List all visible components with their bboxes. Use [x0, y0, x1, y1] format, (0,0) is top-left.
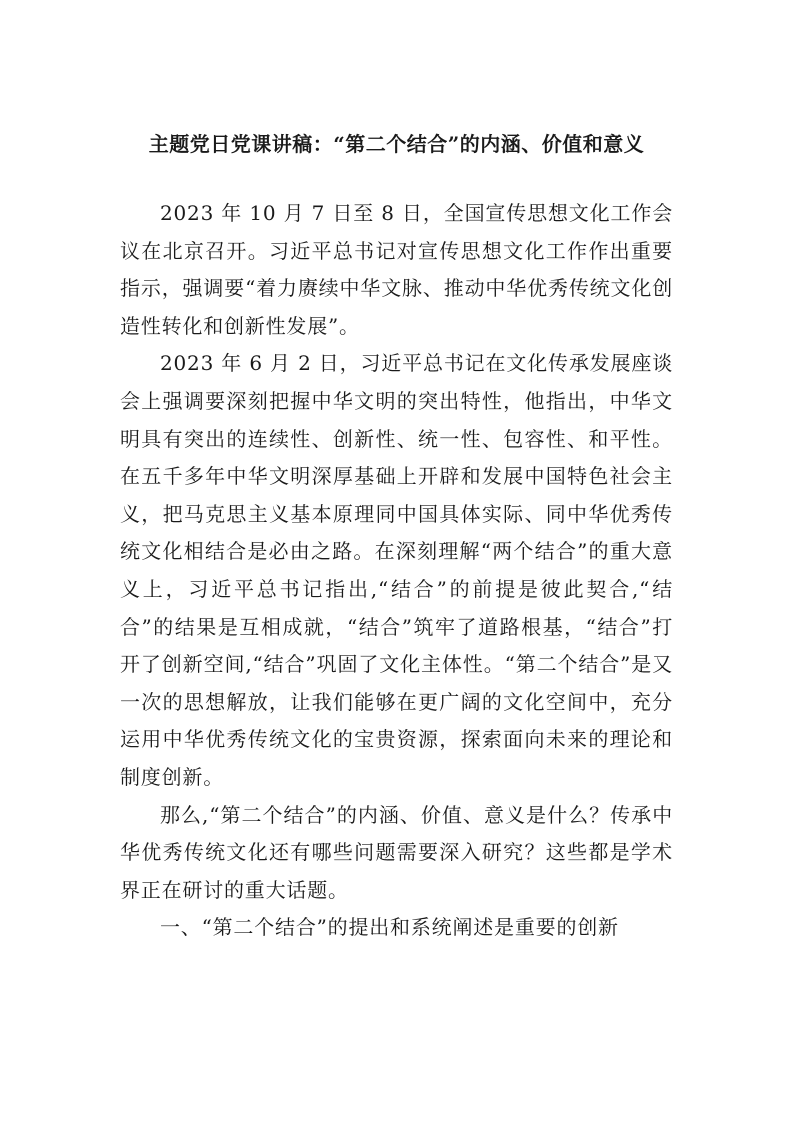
document-body — [120, 195, 673, 947]
paragraph-2: 2023 年 6 月 2 日，习近平总书记在文化传承发展座谈会上强调要深刻把握中华文明的突出特性，他指出，中华文明具有突出的连续性、创新性、统一性、包容性、和平性。在五千多年中华文明深厚基础上开辟和发展中国特色社会主义，把马克思主义基本原理同中国具体实际、同中华优秀传统文化相结合是必由之路。在深刻理解“两个结合”的重大意义上，习近平总书记指出,“结合”的前提是彼此契合,“结合”的结果是互相成就，“结合”筑牢了道路根基，“结合”打开了创新空间,“结合”巩固了文化主体性。“第二个结合”是又一次的思想解放，让我们能够在更广阔的文化空间中，充分运用中华优秀传统文化的宝贵资源，探索面向未来的理论和制度创新。 — [120, 351, 673, 789]
paragraph-3: 那么,“第二个结合”的内涵、价值、意义是什么？传承中华优秀传统文化还有哪些问题需要深入研究？这些都是学术界正在研讨的重大话题。 — [120, 802, 673, 902]
paragraph-1: 2023 年 10 月 7 日至 8 日，全国宣传思想文化工作会议在北京召开。习近平总书记对宣传思想文化工作作出重要指示，强调要“着力赓续中华文脉、推动中华优秀传统文化创造性转化和创新性发展”。 — [120, 201, 673, 338]
section-heading-1: 一、“第二个结合”的提出和系统阐述是重要的创新 — [160, 915, 619, 940]
document-title: 主题党日党课讲稿：“第二个结合”的内涵、价值和意义 — [148, 132, 645, 156]
